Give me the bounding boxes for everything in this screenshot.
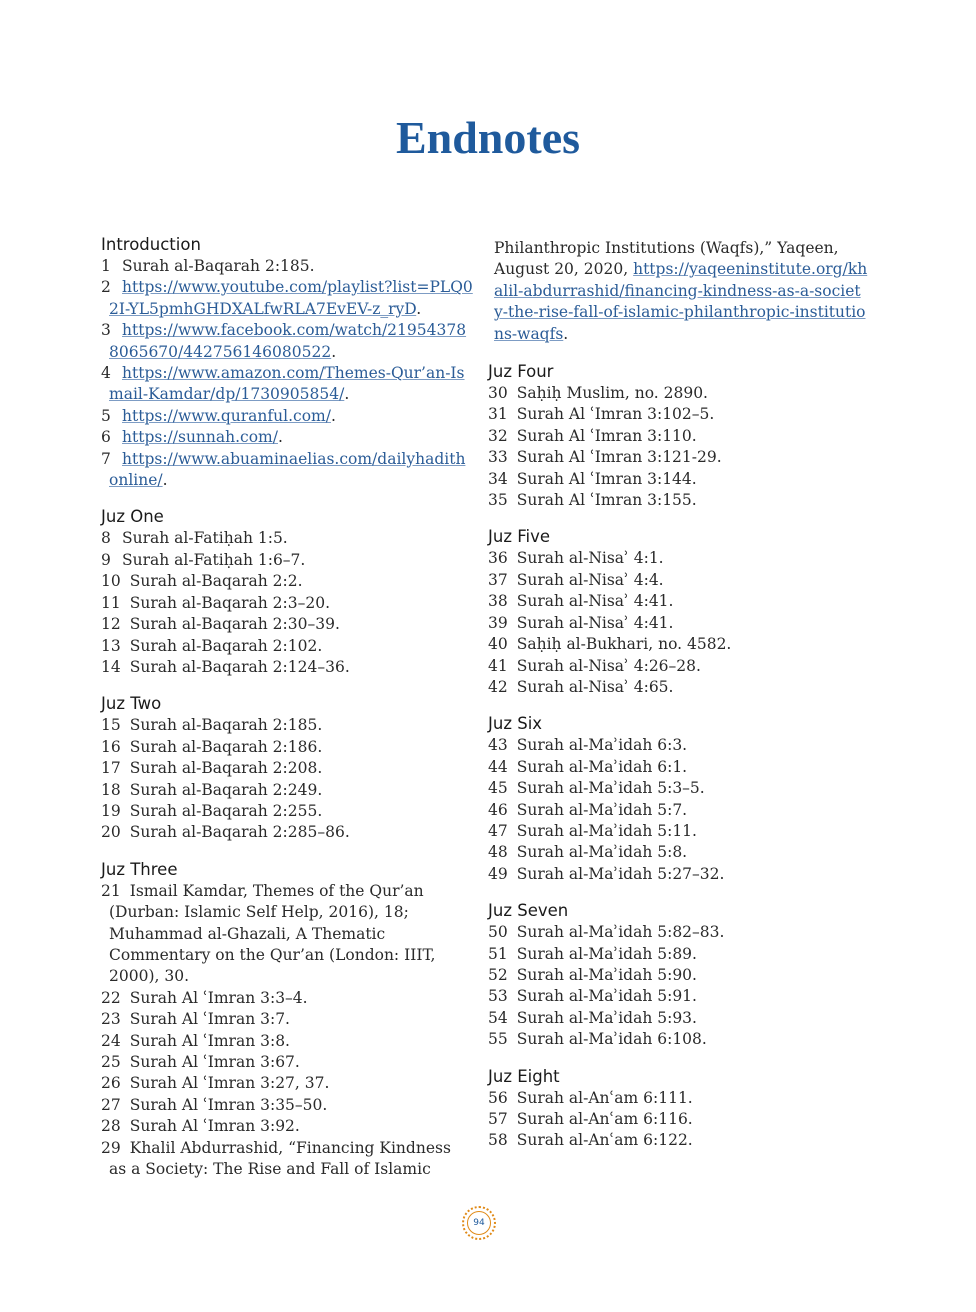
endnote-33: 33 Surah Al ʿImran 3:121-29. — [488, 448, 722, 467]
endnote-40: 40 Saḥiḥ al-Bukhari, no. 4582. — [488, 635, 732, 654]
endnote-38: 38 Surah al-Nisaʾ 4:41. — [488, 592, 674, 611]
section-juz-eight — [488, 1066, 868, 1152]
endnote-13: 13 Surah al-Baqarah 2:102. — [101, 636, 323, 655]
section-heading: Juz Eight — [488, 1066, 560, 1086]
endnote-53: 53 Surah al-Maʾidah 5:91. — [488, 987, 697, 1006]
left-column — [101, 234, 473, 1195]
endnote-52: 52 Surah al-Maʾidah 5:90. — [488, 965, 697, 984]
endnote-28: 28 Surah Al ʿImran 3:92. — [101, 1117, 300, 1136]
right-column — [488, 238, 868, 1167]
section-heading: Juz Seven — [488, 901, 569, 921]
endnote-14: 14 Surah al-Baqarah 2:124–36. — [101, 657, 350, 676]
endnote-17: 17 Surah al-Baqarah 2:208. — [101, 759, 323, 778]
endnote-link[interactable]: https://www.abuaminaelias.com/dailyhadithonline/ — [109, 449, 466, 490]
endnote-54: 54 Surah al-Maʾidah 5:93. — [488, 1008, 697, 1027]
endnote-5: 5 https://www.quranful.com/. — [101, 406, 336, 425]
endnote-49: 49 Surah al-Maʾidah 5:27–32. — [488, 864, 725, 883]
endnote-55: 55 Surah al-Maʾidah 6:108. — [488, 1030, 707, 1049]
section-heading: Juz Four — [488, 362, 554, 382]
endnote-29: 29 Khalil Abdurrashid, “Financing Kindness as a Society: The Rise and Fall of Islamic — [101, 1138, 451, 1179]
section-heading: Introduction — [101, 235, 201, 254]
endnote-27: 27 Surah Al ʿImran 3:35–50. — [101, 1095, 328, 1114]
endnote-44: 44 Surah al-Maʾidah 6:1. — [488, 757, 688, 776]
endnote-41: 41 Surah al-Nisaʾ 4:26–28. — [488, 656, 701, 675]
endnote-57: 57 Surah al-Anʿam 6:116. — [488, 1110, 693, 1128]
endnote-3: 3 https://www.facebook.com/watch/219543788065670/442756146080522. — [101, 321, 467, 361]
section-heading: Juz Six — [488, 714, 543, 734]
endnote-24: 24 Surah Al ʿImran 3:8. — [101, 1031, 290, 1050]
endnote-4: 4 https://www.amazon.com/Themes-Qur’an-Ismail-Kamdar/dp/1730905854/. — [101, 364, 465, 404]
section-juz-seven — [488, 900, 868, 1050]
page-title: Endnotes — [395, 112, 581, 163]
endnote-22: 22 Surah Al ʿImran 3:3–4. — [101, 988, 308, 1007]
endnote-56: 56 Surah al-Anʿam 6:111. — [488, 1088, 693, 1107]
endnote-25: 25 Surah Al ʿImran 3:67. — [101, 1053, 300, 1071]
section-juz-four — [488, 361, 868, 511]
endnote-45: 45 Surah al-Maʾidah 5:3–5. — [488, 779, 705, 798]
endnote-16: 16 Surah al-Baqarah 2:186. — [101, 737, 323, 756]
endnote-12: 12 Surah al-Baqarah 2:30–39. — [101, 615, 340, 634]
section-heading: Juz One — [101, 507, 164, 527]
section-heading: Juz Three — [101, 859, 178, 879]
endnote-link[interactable]: https://yaqeeninstitute.org/khalil-abdurrashid/financing-kindness-as-a-society-the-rise-fall-of-islamic-philanthropic-institutions-waqfs — [494, 260, 868, 343]
section-introduction — [101, 234, 473, 491]
endnote-21: 21 Ismail Kamdar, Themes of the Qur’an (Durban: Islamic Self Help, 2016), 18; Muhammad al-Ghazali, A Thematic Commentary on the Qur’an (London: IIIT, 2000), 30. — [101, 881, 436, 986]
endnote-31: 31 Surah Al ʿImran 3:102–5. — [488, 405, 715, 424]
section-heading: Juz Five — [488, 527, 551, 547]
endnote-26: 26 Surah Al ʿImran 3:27, 37. — [101, 1074, 330, 1093]
endnote-link[interactable]: https://www.quranful.com/ — [122, 406, 331, 425]
endnote-18: 18 Surah al-Baqarah 2:249. — [101, 780, 323, 799]
endnote-7: 7 https://www.abuaminaelias.com/dailyhadithonline/. — [101, 449, 466, 490]
endnote-29-continued: Philanthropic Institutions (Waqfs),” Yaqeen, August 20, 2020, https://yaqeeninstitute.org/khalil-abdurrashid/financing-kindness-as-a-society-the-rise-fall-of-islamic-philanthropic-institutions-waqfs. — [494, 239, 868, 343]
endnote-37: 37 Surah al-Nisaʾ 4:4. — [488, 570, 664, 589]
section-juz-one — [101, 506, 473, 678]
endnote-link[interactable]: https://www.amazon.com/Themes-Qur’an-Ismail-Kamdar/dp/1730905854/ — [109, 364, 465, 404]
endnote-link[interactable]: https://www.facebook.com/watch/219543788065670/442756146080522 — [109, 321, 467, 361]
endnote-11: 11 Surah al-Baqarah 2:3–20. — [101, 593, 331, 612]
endnote-46: 46 Surah al-Maʾidah 5:7. — [488, 800, 688, 819]
endnote-47: 47 Surah al-Maʾidah 5:11. — [488, 821, 697, 840]
endnote-19: 19 Surah al-Baqarah 2:255. — [101, 801, 323, 820]
endnote-20: 20 Surah al-Baqarah 2:285–86. — [101, 823, 350, 842]
endnote-2: 2 https://www.youtube.com/playlist?list=PLQ02I-YL5pmhGHDXALfwRLA7EvEV-z_ryD. — [101, 278, 473, 318]
page-number-badge — [462, 1206, 496, 1240]
endnote-link[interactable]: https://www.youtube.com/playlist?list=PLQ02I-YL5pmhGHDXALfwRLA7EvEV-z_ryD — [109, 278, 473, 318]
section-juz-three — [101, 859, 473, 1181]
endnote-1: 1 Surah al-Baqarah 2:185. — [101, 257, 315, 275]
endnote-30: 30 Saḥiḥ Muslim, no. 2890. — [488, 384, 708, 403]
endnote-58: 58 Surah al-Anʿam 6:122. — [488, 1131, 693, 1150]
endnote-32: 32 Surah Al ʿImran 3:110. — [488, 426, 697, 445]
endnote-39: 39 Surah al-Nisaʾ 4:41. — [488, 613, 674, 632]
endnote-42: 42 Surah al-Nisaʾ 4:65. — [488, 677, 674, 696]
endnote-6: 6 https://sunnah.com/. — [101, 428, 283, 447]
endnote-8: 8 Surah al-Fatiḥah 1:5. — [101, 529, 288, 548]
page-number: 94 — [467, 1211, 491, 1235]
section-heading: Juz Two — [101, 694, 162, 714]
endnote-34: 34 Surah Al ʿImran 3:144. — [488, 469, 697, 488]
endnote-50: 50 Surah al-Maʾidah 5:82–83. — [488, 923, 725, 942]
endnote-43: 43 Surah al-Maʾidah 6:3. — [488, 736, 688, 755]
endnote-51: 51 Surah al-Maʾidah 5:89. — [488, 944, 697, 963]
endnote-15: 15 Surah al-Baqarah 2:185. — [101, 716, 323, 735]
endnote-10: 10 Surah al-Baqarah 2:2. — [101, 572, 303, 591]
endnote-link[interactable]: https://sunnah.com/ — [122, 428, 278, 447]
endnote-23: 23 Surah Al ʿImran 3:7. — [101, 1010, 290, 1029]
endnote-9: 9 Surah al-Fatiḥah 1:6–7. — [101, 550, 306, 569]
endnote-35: 35 Surah Al ʿImran 3:155. — [488, 491, 697, 510]
section-juz-five — [488, 526, 868, 698]
section-juz-six — [488, 713, 868, 885]
endnote-48: 48 Surah al-Maʾidah 5:8. — [488, 843, 688, 862]
section-juz-two — [101, 693, 473, 843]
endnote-36: 36 Surah al-Nisaʾ 4:1. — [488, 549, 664, 568]
